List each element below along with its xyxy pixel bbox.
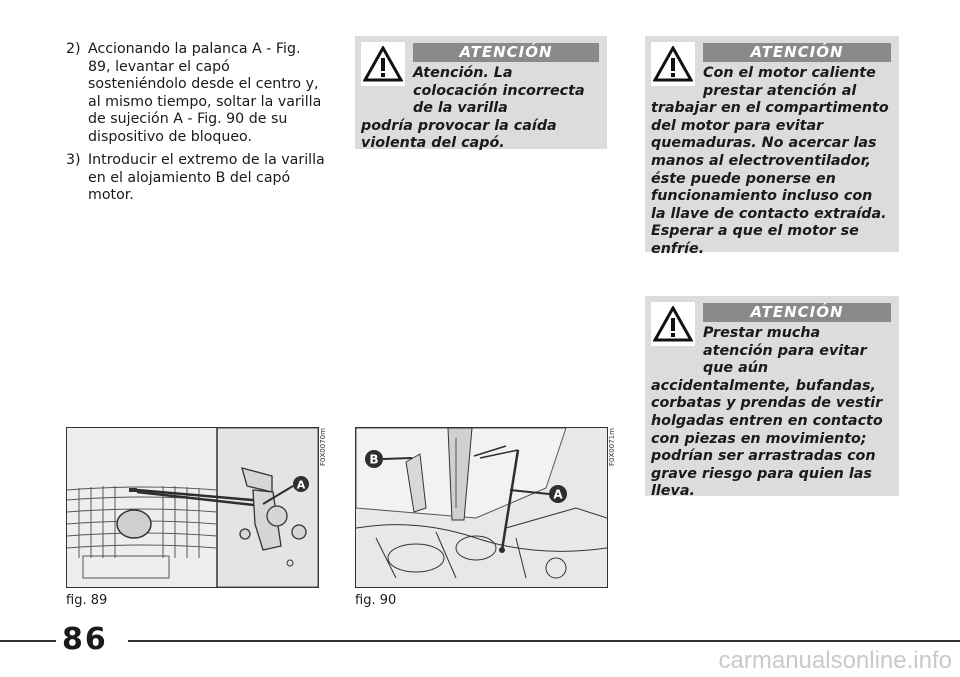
callout-label-a: A: [296, 478, 306, 492]
warning-triangle-icon: [651, 42, 695, 86]
warning-header: [361, 42, 599, 118]
warning-lead-text: Prestar mucha atención para evitar que aún: [703, 325, 867, 377]
step-text: Accionando la palanca A - Fig. 89, levantar el capó sosteniéndolo desde el centro y, al mismo tiempo, soltar la varilla de sujeción A - Fig. 90 de su dispositivo de bloqueo.: [88, 41, 322, 145]
warning-body-text: podría provocar la caída violenta del capó.: [361, 117, 557, 152]
figure-caption: fig. 89: [66, 593, 108, 608]
figure-90-illustration: [355, 427, 608, 588]
step-item: [66, 152, 326, 205]
step-number: 3): [66, 152, 81, 168]
footer-rule-right: [128, 640, 960, 642]
warning-body-text: accidentalmente, bufandas, corbatas y prendas de vestir holgadas entren en contacto con piezas en movimiento; podrían ser arrastradas con grave riesgo para quien las lleva.: [651, 377, 883, 500]
watermark: carmanualsonline.info: [718, 647, 952, 674]
warning-lead-text: Atención. La colocación incorrecta de la varilla: [413, 65, 585, 117]
warning-body-text: trabajar en el compartimento del motor para evitar quemaduras. No acercar las manos al electroventilador, éste puede ponerse en funcionamiento incluso con la llave de contacto extraída. Esperar a que el motor se enfríe.: [651, 100, 889, 257]
callout-label-a: A: [553, 487, 563, 502]
step-item: [66, 41, 326, 146]
warning-triangle-icon: [651, 302, 695, 346]
warning-lead-text: Con el motor caliente prestar atención al: [703, 65, 876, 99]
warning-triangle-icon: [361, 42, 405, 86]
step-text: Introducir el extremo de la varilla en el alojamiento B del capó motor.: [88, 152, 325, 203]
footer-rule-left: [0, 640, 56, 642]
page-number: 86: [62, 622, 108, 657]
warning-box: [645, 36, 899, 257]
warning-title: ATENCIÓN: [703, 303, 891, 322]
warning-box: [355, 36, 607, 152]
instruction-steps: [66, 41, 326, 211]
hood-lever-drawing: [67, 428, 318, 587]
callout-label-b: B: [369, 452, 379, 467]
figure-code: F0X0070m: [319, 428, 327, 466]
hood-prop-rod-drawing: [356, 428, 607, 587]
warning-header: [651, 42, 891, 100]
warning-box: [645, 296, 899, 500]
warning-title: ATENCIÓN: [413, 43, 599, 62]
figure-code: F0X0071m: [608, 428, 616, 466]
figure-89-illustration: [66, 427, 319, 588]
warning-title: ATENCIÓN: [703, 43, 891, 62]
figure-caption: fig. 90: [355, 593, 397, 608]
warning-header: [651, 302, 891, 378]
step-number: 2): [66, 41, 81, 57]
